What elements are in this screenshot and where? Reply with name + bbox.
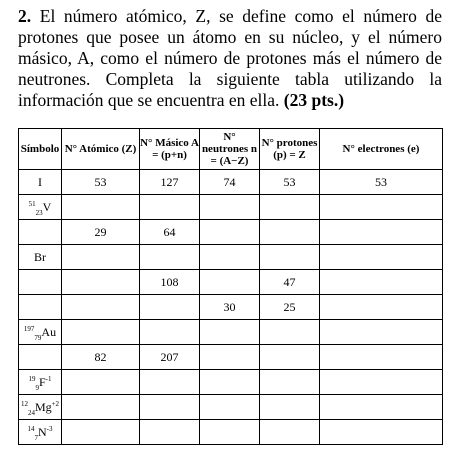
cell-protons[interactable] bbox=[260, 345, 320, 370]
cell-protons[interactable] bbox=[260, 220, 320, 245]
cell-symbol bbox=[19, 220, 62, 245]
cell-atomic-number[interactable] bbox=[62, 370, 140, 395]
cell-electrons[interactable] bbox=[320, 370, 443, 395]
cell-protons[interactable] bbox=[260, 195, 320, 220]
cell-atomic-number[interactable] bbox=[62, 270, 140, 295]
cell-electrons[interactable] bbox=[320, 245, 443, 270]
cell-protons[interactable]: 47 bbox=[260, 270, 320, 295]
isotope-atomic-number: 9 bbox=[35, 383, 39, 392]
table-row bbox=[19, 320, 443, 345]
isotope-symbol: Mg bbox=[34, 399, 52, 414]
isotope-charge: -1 bbox=[45, 374, 52, 383]
cell-neutrons[interactable] bbox=[200, 220, 260, 245]
table-row bbox=[19, 395, 443, 420]
cell-protons[interactable] bbox=[260, 245, 320, 270]
cell-atomic-number[interactable] bbox=[62, 295, 140, 320]
question-body: El número atómico, Z, se define como el número de protones que posee un átomo en su núcleo, y el número másico, A, como el número de protones más el número de neutrones. Completa la siguiente tabla utilizando la información que se encuentra en ella. bbox=[18, 6, 442, 110]
cell-electrons[interactable] bbox=[320, 195, 443, 220]
isotope-symbol: V bbox=[42, 199, 52, 214]
table-row bbox=[19, 345, 443, 370]
cell-neutrons[interactable] bbox=[200, 245, 260, 270]
cell-mass-number[interactable] bbox=[140, 295, 200, 320]
cell-mass-number[interactable] bbox=[140, 320, 200, 345]
cell-mass-number[interactable] bbox=[140, 420, 200, 445]
cell-neutrons[interactable] bbox=[200, 370, 260, 395]
cell-symbol bbox=[19, 370, 62, 395]
cell-mass-number[interactable]: 64 bbox=[140, 220, 200, 245]
cell-atomic-number[interactable] bbox=[62, 195, 140, 220]
table-row bbox=[19, 245, 443, 270]
isotope-atomic-number: 7 bbox=[34, 433, 38, 442]
cell-neutrons[interactable] bbox=[200, 420, 260, 445]
cell-symbol: Br bbox=[19, 245, 62, 270]
table-header-row bbox=[19, 129, 443, 170]
cell-symbol bbox=[19, 270, 62, 295]
cell-atomic-number[interactable]: 29 bbox=[62, 220, 140, 245]
cell-symbol bbox=[19, 345, 62, 370]
cell-neutrons[interactable] bbox=[200, 195, 260, 220]
cell-electrons[interactable] bbox=[320, 395, 443, 420]
header-neutrons: N° neutrones n = (A−Z) bbox=[200, 129, 260, 170]
cell-mass-number[interactable]: 108 bbox=[140, 270, 200, 295]
cell-atomic-number[interactable] bbox=[62, 245, 140, 270]
isotope-mass-number: 14 bbox=[27, 424, 35, 433]
header-protons: N° protones (p) = Z bbox=[260, 129, 320, 170]
table-row bbox=[19, 270, 443, 295]
isotope-symbol: N bbox=[37, 424, 47, 439]
header-symbol: Símbolo bbox=[19, 129, 62, 170]
cell-mass-number[interactable] bbox=[140, 195, 200, 220]
table-row bbox=[19, 195, 443, 220]
isotope-table bbox=[18, 128, 443, 445]
isotope-mass-number: 12 bbox=[20, 399, 28, 408]
isotope-notation bbox=[28, 375, 51, 390]
isotope-mass-number: 51 bbox=[28, 199, 36, 208]
cell-electrons[interactable] bbox=[320, 270, 443, 295]
isotope-symbol: Au bbox=[41, 324, 57, 339]
cell-symbol: I bbox=[19, 170, 62, 195]
header-atomic-number: N° Atómico (Z) bbox=[62, 129, 140, 170]
cell-neutrons[interactable] bbox=[200, 345, 260, 370]
cell-symbol bbox=[19, 295, 62, 320]
cell-protons[interactable] bbox=[260, 395, 320, 420]
cell-neutrons[interactable] bbox=[200, 395, 260, 420]
cell-atomic-number[interactable] bbox=[62, 320, 140, 345]
cell-symbol bbox=[19, 320, 62, 345]
isotope-mass-number: 197 bbox=[23, 324, 35, 333]
cell-neutrons[interactable] bbox=[200, 270, 260, 295]
cell-mass-number[interactable]: 127 bbox=[140, 170, 200, 195]
cell-protons[interactable]: 53 bbox=[260, 170, 320, 195]
cell-mass-number[interactable] bbox=[140, 395, 200, 420]
cell-symbol bbox=[19, 195, 62, 220]
question-points: (23 pts.) bbox=[283, 90, 345, 110]
cell-protons[interactable]: 25 bbox=[260, 295, 320, 320]
table-row bbox=[19, 170, 443, 195]
cell-electrons[interactable] bbox=[320, 295, 443, 320]
cell-electrons[interactable] bbox=[320, 345, 443, 370]
isotope-atomic-number: 23 bbox=[35, 208, 43, 217]
isotope-mass-number: 19 bbox=[28, 374, 36, 383]
header-mass-number: N° Másico A = (p+n) bbox=[140, 129, 200, 170]
cell-protons[interactable] bbox=[260, 370, 320, 395]
question-number: 2. bbox=[18, 6, 32, 26]
cell-mass-number[interactable] bbox=[140, 370, 200, 395]
cell-mass-number[interactable] bbox=[140, 245, 200, 270]
cell-neutrons[interactable]: 74 bbox=[200, 170, 260, 195]
isotope-notation bbox=[27, 425, 52, 440]
cell-electrons[interactable] bbox=[320, 320, 443, 345]
isotope-notation bbox=[29, 200, 52, 215]
table-row bbox=[19, 420, 443, 445]
header-electrons: N° electrones (e) bbox=[320, 129, 443, 170]
cell-mass-number[interactable]: 207 bbox=[140, 345, 200, 370]
question-text bbox=[18, 6, 442, 111]
isotope-charge: -3 bbox=[46, 424, 53, 433]
isotope-symbol: F bbox=[38, 374, 46, 389]
cell-symbol bbox=[19, 420, 62, 445]
isotope-atomic-number: 79 bbox=[34, 333, 42, 342]
cell-neutrons[interactable]: 30 bbox=[200, 295, 260, 320]
cell-electrons[interactable] bbox=[320, 220, 443, 245]
cell-protons[interactable] bbox=[260, 320, 320, 345]
isotope-charge: +2 bbox=[51, 399, 60, 408]
cell-atomic-number[interactable] bbox=[62, 395, 140, 420]
cell-neutrons[interactable] bbox=[200, 320, 260, 345]
cell-symbol bbox=[19, 395, 62, 420]
table-row bbox=[19, 370, 443, 395]
cell-electrons[interactable]: 53 bbox=[320, 170, 443, 195]
cell-atomic-number[interactable]: 53 bbox=[62, 170, 140, 195]
cell-protons[interactable] bbox=[260, 420, 320, 445]
table-row bbox=[19, 220, 443, 245]
isotope-atomic-number: 24 bbox=[27, 408, 35, 417]
isotope-notation bbox=[21, 400, 59, 415]
cell-atomic-number[interactable]: 82 bbox=[62, 345, 140, 370]
table-row bbox=[19, 295, 443, 320]
cell-atomic-number[interactable] bbox=[62, 420, 140, 445]
cell-electrons[interactable] bbox=[320, 420, 443, 445]
isotope-notation bbox=[24, 325, 56, 340]
